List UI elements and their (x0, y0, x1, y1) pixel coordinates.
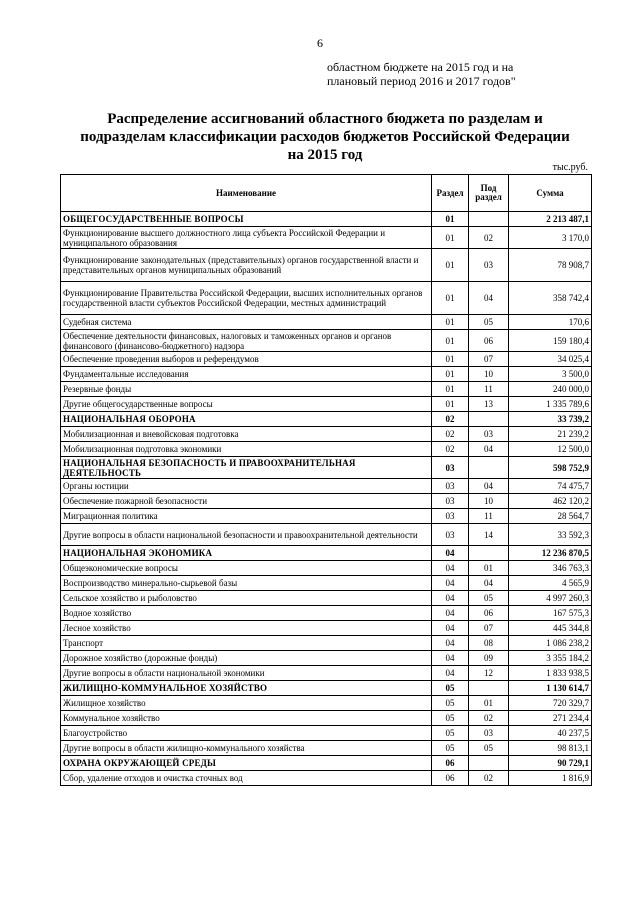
row-subsection-code: 10 (469, 494, 509, 509)
row-subsection-code: 07 (469, 352, 509, 367)
row-name: Функционирование Правительства Российской Федерации, высших исполнительных органов государственной власти субъектов Российской Федерации, местных администраций (61, 282, 432, 315)
row-name: Другие вопросы в области национальной безопасности и правоохранительной деятельности (61, 524, 432, 546)
row-name: Мобилизационная и вневойсковая подготовка (61, 427, 432, 442)
header-sum: Сумма (509, 175, 592, 212)
row-section-code: 01 (432, 352, 469, 367)
row-name: Транспорт (61, 636, 432, 651)
row-name: Сбор, удаление отходов и очистка сточных вод (61, 771, 432, 786)
row-section-code: 03 (432, 509, 469, 524)
row-subsection-code: 08 (469, 636, 509, 651)
row-name: Обеспечение пожарной безопасности (61, 494, 432, 509)
table-row (61, 606, 592, 621)
row-subsection-code: 07 (469, 621, 509, 636)
table-row (61, 382, 592, 397)
row-section-code: 01 (432, 249, 469, 282)
row-subsection-code: 03 (469, 249, 509, 282)
row-name: Резервные фонды (61, 382, 432, 397)
row-subsection-code: 05 (469, 591, 509, 606)
row-subsection-code: 14 (469, 524, 509, 546)
table-row (61, 367, 592, 382)
table-row (61, 524, 592, 546)
row-subsection-code (469, 457, 509, 479)
row-sum: 1 833 938,5 (509, 666, 592, 681)
row-subsection-code: 02 (469, 711, 509, 726)
table-row (61, 227, 592, 249)
row-subsection-code: 04 (469, 479, 509, 494)
table-row (61, 561, 592, 576)
row-subsection-code (469, 756, 509, 771)
row-name: Лесное хозяйство (61, 621, 432, 636)
row-section-code: 01 (432, 212, 469, 227)
row-section-code: 03 (432, 457, 469, 479)
table-row (61, 249, 592, 282)
row-section-code: 01 (432, 282, 469, 315)
row-name: Жилищное хозяйство (61, 696, 432, 711)
row-subsection-code: 13 (469, 397, 509, 412)
row-sum: 1 130 614,7 (509, 681, 592, 696)
table-row (61, 576, 592, 591)
row-subsection-code: 04 (469, 442, 509, 457)
row-sum: 40 237,5 (509, 726, 592, 741)
row-name: НАЦИОНАЛЬНАЯ БЕЗОПАСНОСТЬ И ПРАВООХРАНИТЕЛЬНАЯ ДЕЯТЕЛЬНОСТЬ (61, 457, 432, 479)
row-section-code: 05 (432, 726, 469, 741)
row-sum: 12 236 870,5 (509, 546, 592, 561)
row-subsection-code: 05 (469, 315, 509, 330)
table-row (61, 771, 592, 786)
row-section-code: 05 (432, 681, 469, 696)
row-subsection-code: 04 (469, 282, 509, 315)
table-body (61, 212, 592, 786)
table-row (61, 352, 592, 367)
title-line-1: Распределение ассигнований областного бюджета по разделам и (107, 111, 543, 127)
row-section-code: 02 (432, 427, 469, 442)
row-section-code: 02 (432, 442, 469, 457)
row-subsection-code (469, 212, 509, 227)
row-section-code: 01 (432, 315, 469, 330)
row-section-code: 05 (432, 711, 469, 726)
row-subsection-code: 01 (469, 561, 509, 576)
row-sum: 28 564,7 (509, 509, 592, 524)
row-sum: 598 752,9 (509, 457, 592, 479)
row-sum: 271 234,4 (509, 711, 592, 726)
row-sum: 1 816,9 (509, 771, 592, 786)
row-name: Благоустройство (61, 726, 432, 741)
row-sum: 3 355 184,2 (509, 651, 592, 666)
row-subsection-code: 05 (469, 741, 509, 756)
row-subsection-code: 03 (469, 427, 509, 442)
row-section-code: 03 (432, 524, 469, 546)
row-subsection-code (469, 681, 509, 696)
row-name: Водное хозяйство (61, 606, 432, 621)
row-name: Фундаментальные исследования (61, 367, 432, 382)
section-row (61, 546, 592, 561)
table-row (61, 621, 592, 636)
row-name: Общеэкономические вопросы (61, 561, 432, 576)
row-sum: 462 120,2 (509, 494, 592, 509)
row-section-code: 06 (432, 771, 469, 786)
table-row (61, 651, 592, 666)
row-subsection-code: 01 (469, 696, 509, 711)
row-sum: 445 344,8 (509, 621, 592, 636)
row-sum: 240 000,0 (509, 382, 592, 397)
row-sum: 74 475,7 (509, 479, 592, 494)
row-subsection-code: 11 (469, 382, 509, 397)
row-name: НАЦИОНАЛЬНАЯ ЭКОНОМИКА (61, 546, 432, 561)
document-title (60, 110, 590, 164)
table-row (61, 666, 592, 681)
table-row (61, 479, 592, 494)
row-section-code: 04 (432, 651, 469, 666)
row-sum: 3 500,0 (509, 367, 592, 382)
row-section-code: 04 (432, 546, 469, 561)
units-label: тыс.руб. (552, 162, 588, 173)
row-subsection-code: 03 (469, 726, 509, 741)
row-name: Дорожное хозяйство (дорожные фонды) (61, 651, 432, 666)
row-name: Обеспечение проведения выборов и референдумов (61, 352, 432, 367)
table-row (61, 726, 592, 741)
row-subsection-code: 12 (469, 666, 509, 681)
table-header-row (61, 175, 592, 212)
header-note-line-1: областном бюджете на 2015 год и на (327, 60, 514, 74)
row-sum: 170,6 (509, 315, 592, 330)
row-sum: 21 239,2 (509, 427, 592, 442)
title-line-3: на 2015 год (287, 147, 363, 163)
row-name: НАЦИОНАЛЬНАЯ ОБОРОНА (61, 412, 432, 427)
row-name: Миграционная политика (61, 509, 432, 524)
row-name: Другие вопросы в области жилищно-коммунального хозяйства (61, 741, 432, 756)
row-sum: 12 500,0 (509, 442, 592, 457)
section-row (61, 212, 592, 227)
section-row (61, 681, 592, 696)
row-sum: 34 025,4 (509, 352, 592, 367)
row-name: Органы юстиции (61, 479, 432, 494)
row-subsection-code: 09 (469, 651, 509, 666)
table-row (61, 696, 592, 711)
table-row (61, 636, 592, 651)
header-subsection (469, 175, 509, 212)
row-name: Судебная система (61, 315, 432, 330)
header-name: Наименование (61, 175, 432, 212)
row-name: Сельское хозяйство и рыболовство (61, 591, 432, 606)
section-row (61, 756, 592, 771)
row-section-code: 01 (432, 330, 469, 352)
header-section: Раздел (432, 175, 469, 212)
row-name: Мобилизационная подготовка экономики (61, 442, 432, 457)
row-sum: 720 329,7 (509, 696, 592, 711)
table-row (61, 427, 592, 442)
row-sum: 33 739,2 (509, 412, 592, 427)
row-subsection-code: 02 (469, 227, 509, 249)
table-row (61, 282, 592, 315)
row-name: Функционирование законодательных (представительных) органов государственной власти и представительных органов муниципальных образований (61, 249, 432, 282)
table-row (61, 397, 592, 412)
row-name: Другие общегосударственные вопросы (61, 397, 432, 412)
header-note-line-2: плановый период 2016 и 2017 годов" (327, 74, 516, 88)
header-subsection-line-2: раздел (475, 192, 502, 202)
table-row (61, 509, 592, 524)
row-name: Другие вопросы в области национальной экономики (61, 666, 432, 681)
table-row (61, 330, 592, 352)
row-sum: 98 813,1 (509, 741, 592, 756)
row-sum: 1 335 789,6 (509, 397, 592, 412)
title-line-2: подразделам классификации расходов бюджетов Российской Федерации (80, 129, 570, 145)
row-section-code: 04 (432, 576, 469, 591)
row-subsection-code: 06 (469, 606, 509, 621)
table-row (61, 711, 592, 726)
row-section-code: 01 (432, 397, 469, 412)
row-section-code: 05 (432, 696, 469, 711)
row-subsection-code: 02 (469, 771, 509, 786)
row-sum: 90 729,1 (509, 756, 592, 771)
row-sum: 167 575,3 (509, 606, 592, 621)
row-section-code: 01 (432, 367, 469, 382)
table-row (61, 494, 592, 509)
row-section-code: 05 (432, 741, 469, 756)
page-number: 6 (317, 36, 323, 50)
row-sum: 1 086 238,2 (509, 636, 592, 651)
row-sum: 33 592,3 (509, 524, 592, 546)
row-section-code: 04 (432, 636, 469, 651)
row-subsection-code (469, 546, 509, 561)
row-section-code: 02 (432, 412, 469, 427)
budget-table (60, 174, 592, 786)
row-section-code: 03 (432, 479, 469, 494)
row-sum: 159 180,4 (509, 330, 592, 352)
table-row (61, 442, 592, 457)
row-name: ОБЩЕГОСУДАРСТВЕННЫЕ ВОПРОСЫ (61, 212, 432, 227)
row-section-code: 04 (432, 621, 469, 636)
row-name: Функционирование высшего должностного лица субъекта Российской Федерации и муниципального образования (61, 227, 432, 249)
row-subsection-code (469, 412, 509, 427)
row-section-code: 01 (432, 227, 469, 249)
row-sum: 346 763,3 (509, 561, 592, 576)
row-section-code: 03 (432, 494, 469, 509)
table-row (61, 591, 592, 606)
row-subsection-code: 10 (469, 367, 509, 382)
header-note (327, 60, 516, 88)
row-subsection-code: 11 (469, 509, 509, 524)
row-section-code: 04 (432, 591, 469, 606)
row-section-code: 06 (432, 756, 469, 771)
section-row (61, 412, 592, 427)
header-subsection-line-1: Под (480, 183, 497, 193)
row-sum: 78 908,7 (509, 249, 592, 282)
row-sum: 2 213 487,1 (509, 212, 592, 227)
row-name: Обеспечение деятельности финансовых, налоговых и таможенных органов и органов финансового (финансово-бюджетного) надзора (61, 330, 432, 352)
row-name: ОХРАНА ОКРУЖАЮЩЕЙ СРЕДЫ (61, 756, 432, 771)
row-name: ЖИЛИЩНО-КОММУНАЛЬНОЕ ХОЗЯЙСТВО (61, 681, 432, 696)
row-sum: 4 565,9 (509, 576, 592, 591)
row-section-code: 04 (432, 606, 469, 621)
row-name: Коммунальное хозяйство (61, 711, 432, 726)
row-section-code: 04 (432, 666, 469, 681)
row-sum: 4 997 260,3 (509, 591, 592, 606)
row-sum: 358 742,4 (509, 282, 592, 315)
table-row (61, 741, 592, 756)
section-row (61, 457, 592, 479)
table-row (61, 315, 592, 330)
row-subsection-code: 06 (469, 330, 509, 352)
row-section-code: 04 (432, 561, 469, 576)
row-section-code: 01 (432, 382, 469, 397)
row-name: Воспроизводство минерально-сырьевой базы (61, 576, 432, 591)
row-sum: 3 170,0 (509, 227, 592, 249)
row-subsection-code: 04 (469, 576, 509, 591)
